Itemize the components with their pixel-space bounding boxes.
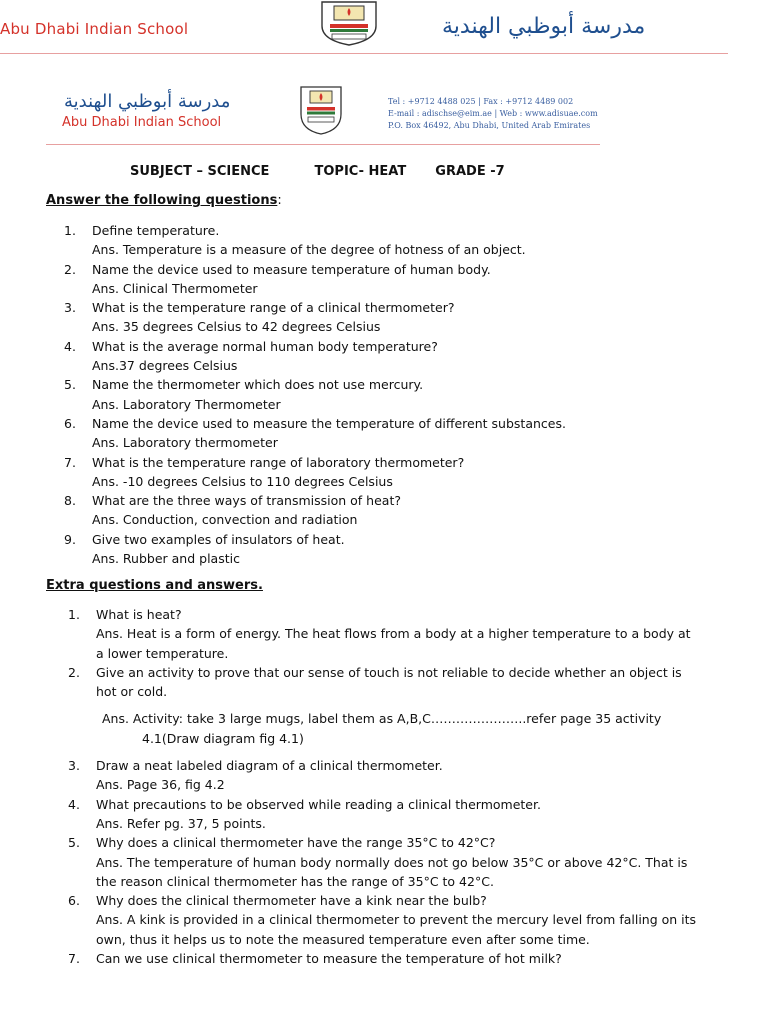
- section1-heading-colon: :: [277, 193, 282, 208]
- question-text: Why does the clinical thermometer have a kink near the bulb?: [96, 893, 487, 909]
- answer-text: Ans. A kink is provided in a clinical thermometer to prevent the mercury level from falling on its own, thus it helps us to note the measured temperature even after some time.: [96, 912, 697, 947]
- question-number: 7.: [64, 454, 76, 470]
- question-text: Why does a clinical thermometer have the range 35°C to 42°C?: [96, 835, 496, 851]
- answer-text: Ans. Refer pg. 37, 5 points.: [96, 815, 266, 831]
- question-text: Name the device used to measure the temperature of different substances.: [92, 415, 566, 431]
- question-text: What precautions to be observed while reading a clinical thermometer.: [96, 796, 541, 812]
- letterhead-school-name-en: Abu Dhabi Indian School: [62, 115, 222, 130]
- question-text: What is heat?: [96, 607, 182, 622]
- section1-question-list: [64, 221, 704, 568]
- answer-text: Ans. -10 degrees Celsius to 110 degrees Celsius: [92, 473, 393, 489]
- question-number: 7.: [68, 951, 80, 967]
- question-number: 9.: [64, 531, 76, 547]
- answer-text: Ans. Rubber and plastic: [92, 551, 240, 567]
- question-text: Draw a neat labeled diagram of a clinical thermometer.: [96, 758, 443, 774]
- letterhead-divider: [46, 144, 600, 145]
- list-item: [68, 795, 698, 834]
- question-number: 1.: [68, 607, 80, 622]
- answer-text: Ans. Clinical Thermometer: [92, 280, 258, 296]
- list-item: [64, 375, 704, 414]
- question-number: 3.: [68, 758, 80, 774]
- list-item: [64, 298, 704, 337]
- question-number: 8.: [64, 493, 76, 509]
- list-item: [68, 663, 698, 748]
- answer-continuation: 4.1(Draw diagram fig 4.1): [142, 730, 304, 746]
- question-text: Give two examples of insulators of heat.: [92, 531, 345, 547]
- contact-address: P.O. Box 46492, Abu Dhabi, United Arab Emirates: [388, 121, 591, 130]
- activity-answer: [96, 709, 698, 748]
- answer-text: Ans. Laboratory Thermometer: [92, 396, 281, 412]
- question-text: What is the average normal human body temperature?: [92, 338, 438, 354]
- question-number: 6.: [64, 415, 76, 431]
- subject-label: SUBJECT – SCIENCE: [130, 164, 270, 179]
- answer-text: Ans.37 degrees Celsius: [92, 358, 238, 374]
- subject-topic-grade-line: [130, 164, 505, 179]
- letterhead-school-name-ar: مدرسة أبوظبي الهندية: [64, 91, 231, 112]
- question-number: 4.: [68, 796, 80, 812]
- school-crest-logo: [318, 0, 380, 46]
- list-item: [68, 756, 698, 795]
- answer-text: Ans. Page 36, fig 4.2: [96, 777, 225, 793]
- question-number: 2.: [64, 261, 76, 277]
- question-text: Can we use clinical thermometer to measure the temperature of hot milk?: [96, 951, 562, 967]
- question-number: 2.: [68, 664, 80, 680]
- answer-text: Ans. Temperature is a measure of the degree of hotness of an object.: [92, 242, 526, 258]
- answer-text: Ans. Laboratory thermometer: [92, 435, 278, 451]
- topic-label: TOPIC- HEAT: [314, 164, 407, 179]
- top-school-name-en: Abu Dhabi Indian School: [0, 20, 189, 38]
- question-text: What is the temperature range of a clinical thermometer?: [92, 300, 455, 316]
- question-text: What is the temperature range of laboratory thermometer?: [92, 454, 465, 470]
- section1-heading-text: Answer the following questions: [46, 193, 278, 208]
- question-number: 1.: [64, 223, 76, 238]
- question-text: Define temperature.: [92, 223, 220, 238]
- section2-question-list: [68, 605, 698, 968]
- list-item: [64, 453, 704, 492]
- answer-text: Ans. Conduction, convection and radiation: [92, 512, 358, 528]
- grade-label: GRADE -7: [435, 164, 505, 179]
- top-school-name-ar: مدرسة أبوظبي الهندية: [442, 14, 646, 39]
- list-item: [68, 605, 698, 663]
- question-number: 4.: [64, 338, 76, 354]
- question-number: 3.: [64, 300, 76, 316]
- section2-heading: [46, 578, 263, 593]
- question-text: Give an activity to prove that our sense of touch is not reliable to decide whether an object is hot or cold.: [96, 664, 682, 700]
- answer-text: Ans. 35 degrees Celsius to 42 degrees Celsius: [92, 319, 381, 335]
- section1-heading: [46, 193, 282, 208]
- question-text: Name the device used to measure temperature of human body.: [92, 261, 491, 277]
- list-item: [64, 337, 704, 376]
- letterhead-crest-logo: [298, 84, 344, 136]
- answer-text: Ans. Activity: take 3 large mugs, label them as A,B,C…………………..refer page 35 activity: [102, 711, 662, 727]
- answer-text: Ans. Heat is a form of energy. The heat flows from a body at a higher temperature to a body at a lower temperature.: [96, 626, 691, 661]
- section2-heading-text: Extra questions and answers.: [46, 578, 263, 593]
- contact-phone-fax: Tel : +9712 4488 025 | Fax : +9712 4489 002: [388, 97, 574, 106]
- question-number: 5.: [64, 377, 76, 393]
- list-item: [68, 833, 698, 891]
- question-number: 6.: [68, 893, 80, 909]
- question-number: 5.: [68, 835, 80, 851]
- question-text: Name the thermometer which does not use mercury.: [92, 377, 424, 393]
- list-item: [68, 891, 698, 949]
- contact-email-web: E-mail : adischse@eim.ae | Web : www.adisuae.com: [388, 109, 598, 118]
- list-item: [64, 491, 704, 530]
- list-item: [64, 221, 704, 260]
- question-text: What are the three ways of transmission of heat?: [92, 493, 401, 509]
- list-item: [64, 260, 704, 299]
- list-item: [68, 949, 698, 968]
- answer-text: Ans. The temperature of human body normally does not go below 35°C or above 42°C. That is the reason clinical thermometer has the range of 35°C to 42°C.: [96, 854, 688, 889]
- header-divider: [0, 53, 728, 54]
- list-item: [64, 414, 704, 453]
- list-item: [64, 530, 704, 569]
